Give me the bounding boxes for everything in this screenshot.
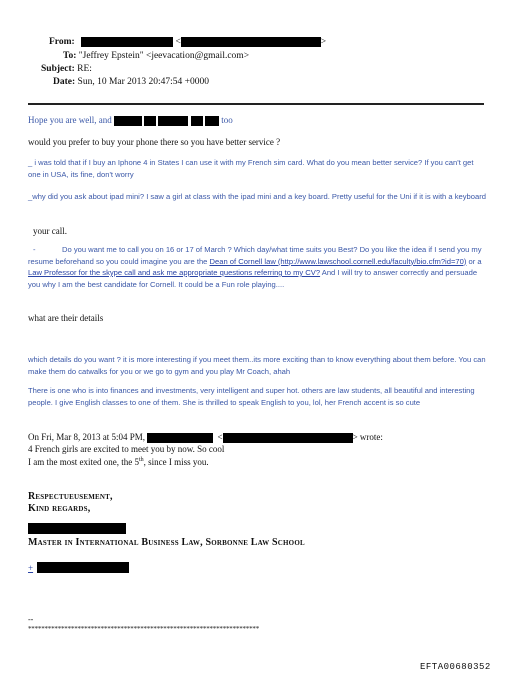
footer-dashes: -- bbox=[28, 615, 34, 624]
call-text-2: or a bbox=[466, 256, 482, 266]
answer-ipad: _why did you ask about ipad mini? I saw a girl at class with the ipad mini and a key board. Pretty useful for the Uni if it is with a keyboard bbox=[28, 192, 486, 201]
subject-row bbox=[41, 64, 92, 74]
quote-line-1: 4 French girls are excited to meet you by now. So cool bbox=[28, 444, 225, 454]
quote-line-2-a: I am the most exited one, the 5 bbox=[28, 457, 139, 467]
greeting-line bbox=[28, 115, 233, 126]
law-professor-link[interactable]: Law Professor for the skype call and ask me appropriate questions referring to my CV? bbox=[28, 268, 321, 277]
from-label: From: bbox=[49, 37, 75, 48]
footer-stars: ********************************************************************** bbox=[28, 625, 260, 633]
to-row bbox=[63, 51, 249, 61]
subject-label: Subject: bbox=[41, 64, 75, 74]
one-who-paragraph: There is one who is into finances and investments, very intelligent and super hot. others are law students, all beautiful and interesting people. I give English classes to one of them. She is thrilled to speak English to you, lol, her French accent is so cute bbox=[28, 386, 475, 407]
quote-attribution bbox=[28, 432, 383, 443]
call-text-3: And I will try to answer correctly and persuade you why I am the best candidate for Cornell. It could be a Fun role playing.... bbox=[28, 268, 478, 289]
signature-title: Master in International Business Law, Sorbonne Law School bbox=[28, 537, 305, 548]
date-value: Sun, 10 Mar 2013 20:47:54 +0000 bbox=[77, 77, 210, 87]
redaction-block bbox=[81, 37, 173, 47]
to-label: To: bbox=[63, 51, 77, 61]
quote-wrote: > wrote: bbox=[352, 432, 383, 442]
phone-plus[interactable]: + bbox=[28, 563, 34, 573]
date-label: Date: bbox=[53, 77, 76, 87]
redaction-block bbox=[158, 116, 188, 126]
redaction-block bbox=[114, 116, 142, 126]
from-lt: < bbox=[175, 37, 181, 48]
to-value: "Jeffrey Epstein" <jeevacation@gmail.com> bbox=[78, 51, 250, 61]
signature-phone-row bbox=[28, 558, 129, 576]
from-gt: > bbox=[320, 37, 327, 48]
what-details: what are their details bbox=[28, 313, 104, 323]
greeting-prefix: Hope you are well, and bbox=[28, 115, 112, 125]
dean-link[interactable]: Dean of Cornell law (http://www.lawschool.cornell.edu/faculty/bio.cfm?id=70) bbox=[209, 256, 467, 266]
signature-line-2: Kind regards, bbox=[28, 503, 91, 514]
redaction-block bbox=[181, 37, 321, 47]
subject-value: RE: bbox=[77, 64, 92, 74]
call-text-1: Do you want me to call you on 16 or 17 of March ? Which day/what time suits you Best? Do you like the idea if I send you my resume beforehand so you could imagine you are the bbox=[28, 245, 482, 266]
your-call: your call. bbox=[33, 226, 67, 236]
date-row bbox=[53, 77, 209, 87]
redaction-block bbox=[147, 433, 213, 443]
quote-line-2 bbox=[28, 457, 209, 467]
header-divider bbox=[28, 103, 484, 105]
redaction-block bbox=[37, 562, 129, 573]
redaction-block bbox=[223, 433, 353, 443]
document-id: EFTA00680352 bbox=[420, 662, 491, 672]
quote-on: On Fri, Mar 8, 2013 at 5:04 PM, bbox=[28, 432, 145, 442]
redaction-block bbox=[28, 523, 126, 534]
quote-lt: < bbox=[217, 432, 223, 442]
redaction-block bbox=[144, 116, 156, 126]
call-paragraph bbox=[28, 244, 488, 290]
redaction-block bbox=[205, 116, 219, 126]
call-dash: - bbox=[33, 245, 36, 254]
answer-phone: _ i was told that if I buy an Iphone 4 in States I can use it with my French sim card. What do you mean better service? If you can't get one in USA, its fine, don't worry bbox=[28, 158, 474, 179]
quote-line-2-sup: th bbox=[138, 457, 144, 463]
details-answer: which details do you want ? it is more interesting if you meet them..its more exciting than to know everything about them before. You can make them do catwalks for you or we go to gym and you play Mr Coach, ahah bbox=[28, 355, 486, 376]
signature-line-1: Respectueusement, bbox=[28, 491, 113, 502]
quote-line-2-b: , since I miss you. bbox=[143, 457, 209, 467]
question-phone: would you prefer to buy your phone there so you have better service ? bbox=[28, 137, 281, 147]
greeting-suffix: too bbox=[221, 115, 233, 125]
from-row bbox=[49, 37, 326, 47]
redaction-block bbox=[191, 116, 203, 126]
